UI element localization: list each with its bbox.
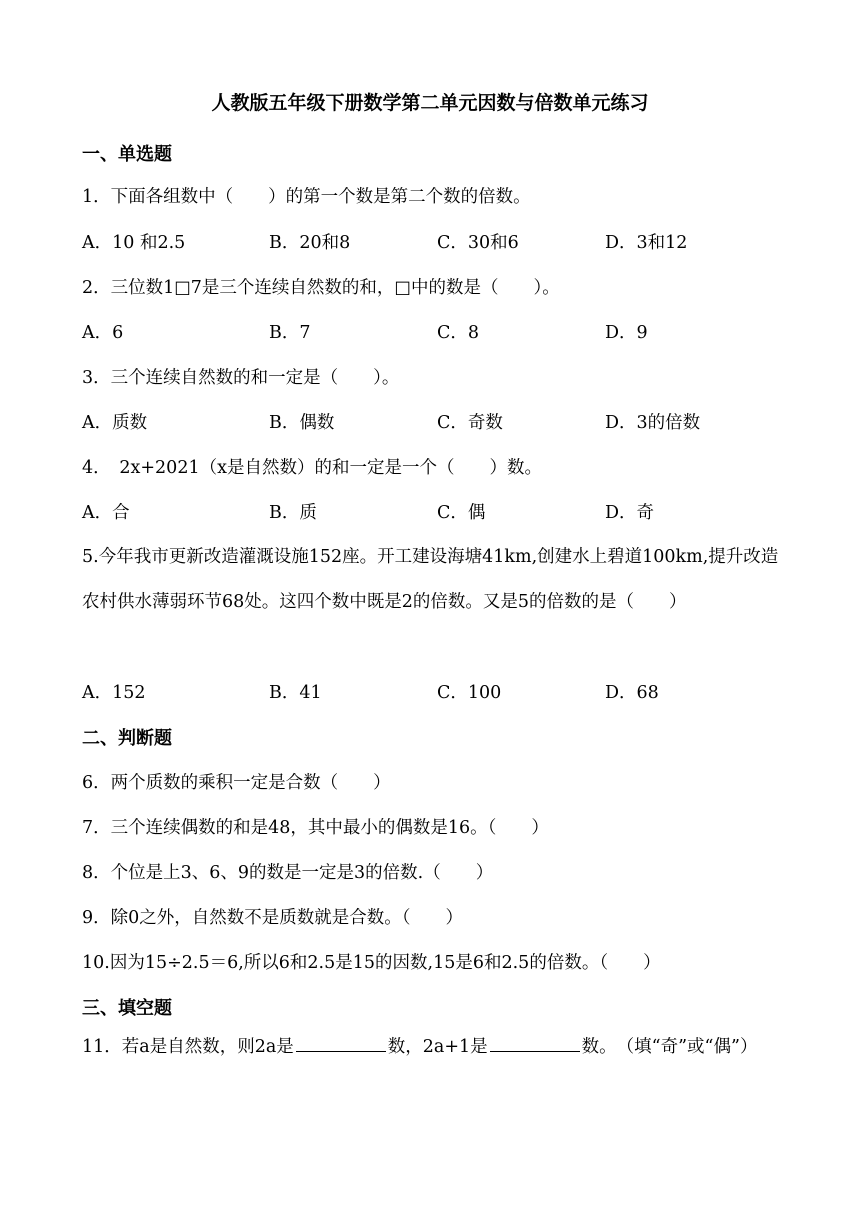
section-heading-fill-blank: 三、填空题 [82,998,172,1019]
section-heading-true-false: 二、判断题 [82,728,172,749]
option-b: B．7 [269,323,311,343]
option-d: D．奇 [605,503,655,523]
question-5: 5.今年我市更新改造灌溉设施152座。开工建设海塘41km,创建水上碧道100km,提升改造农村供水薄弱环节68处。这四个数中既是2的倍数。又是5的倍数的是（ ） [82,547,779,612]
question-11-part1: 11．若a是自然数，则2a是 [82,1037,294,1057]
option-b: B．质 [269,503,317,523]
option-a: A．6 [82,323,124,343]
option-a: A．10 和2.5 [82,233,186,253]
question-11 [82,1025,782,1070]
question-11-part2: 数，2a+1是 [387,1037,488,1057]
option-a: A．152 [82,683,146,703]
question-8: 8．个位是上3、6、9的数是一定是3的倍数.（ ） [82,863,494,883]
section-heading-single-choice: 一、单选题 [82,144,172,165]
option-c: C．偶 [437,503,486,523]
option-a: A．质数 [82,413,148,433]
answer-blank-1[interactable] [296,1033,386,1052]
question-2-options [82,319,802,345]
option-b: B．20和8 [269,233,351,253]
option-c: C．8 [437,323,480,343]
option-c: C．奇数 [437,413,503,433]
question-9: 9．除0之外，自然数不是质数就是合数。（ ） [82,908,464,928]
question-2: 2．三位数1□7是三个连续自然数的和，□中的数是（ ）。 [82,278,560,298]
option-a: A．合 [82,503,130,523]
option-d: D．9 [605,323,648,343]
question-4: 4． 2x+2021（x是自然数）的和一定是一个（ ）数。 [82,458,542,478]
question-3-options [82,409,802,435]
option-b: B．41 [269,683,322,703]
option-d: D．3和12 [605,233,688,253]
question-1-options [82,229,802,255]
question-7: 7．三个连续偶数的和是48，其中最小的偶数是16。（ ） [82,818,549,838]
question-5-options [82,679,802,705]
option-d: D．3的倍数 [605,413,701,433]
page-title: 人教版五年级下册数学第二单元因数与倍数单元练习 [211,92,649,114]
question-11-part3: 数。 （填“奇”或“偶”） [581,1037,758,1057]
question-10: 10.因为15÷2.5＝6,所以6和2.5是15的因数,15是6和2.5的倍数。（ ） [82,953,661,973]
option-d: D．68 [605,683,659,703]
option-c: C．30和6 [437,233,519,253]
option-c: C．100 [437,683,502,703]
option-b: B．偶数 [269,413,335,433]
question-1: 1．下面各组数中（ ）的第一个数是第二个数的倍数。 [82,187,531,207]
question-4-options [82,499,802,525]
question-3: 3．三个连续自然数的和一定是（ ）。 [82,368,400,388]
question-6: 6．两个质数的乘积一定是合数（ ） [82,773,391,793]
answer-blank-2[interactable] [490,1033,580,1052]
